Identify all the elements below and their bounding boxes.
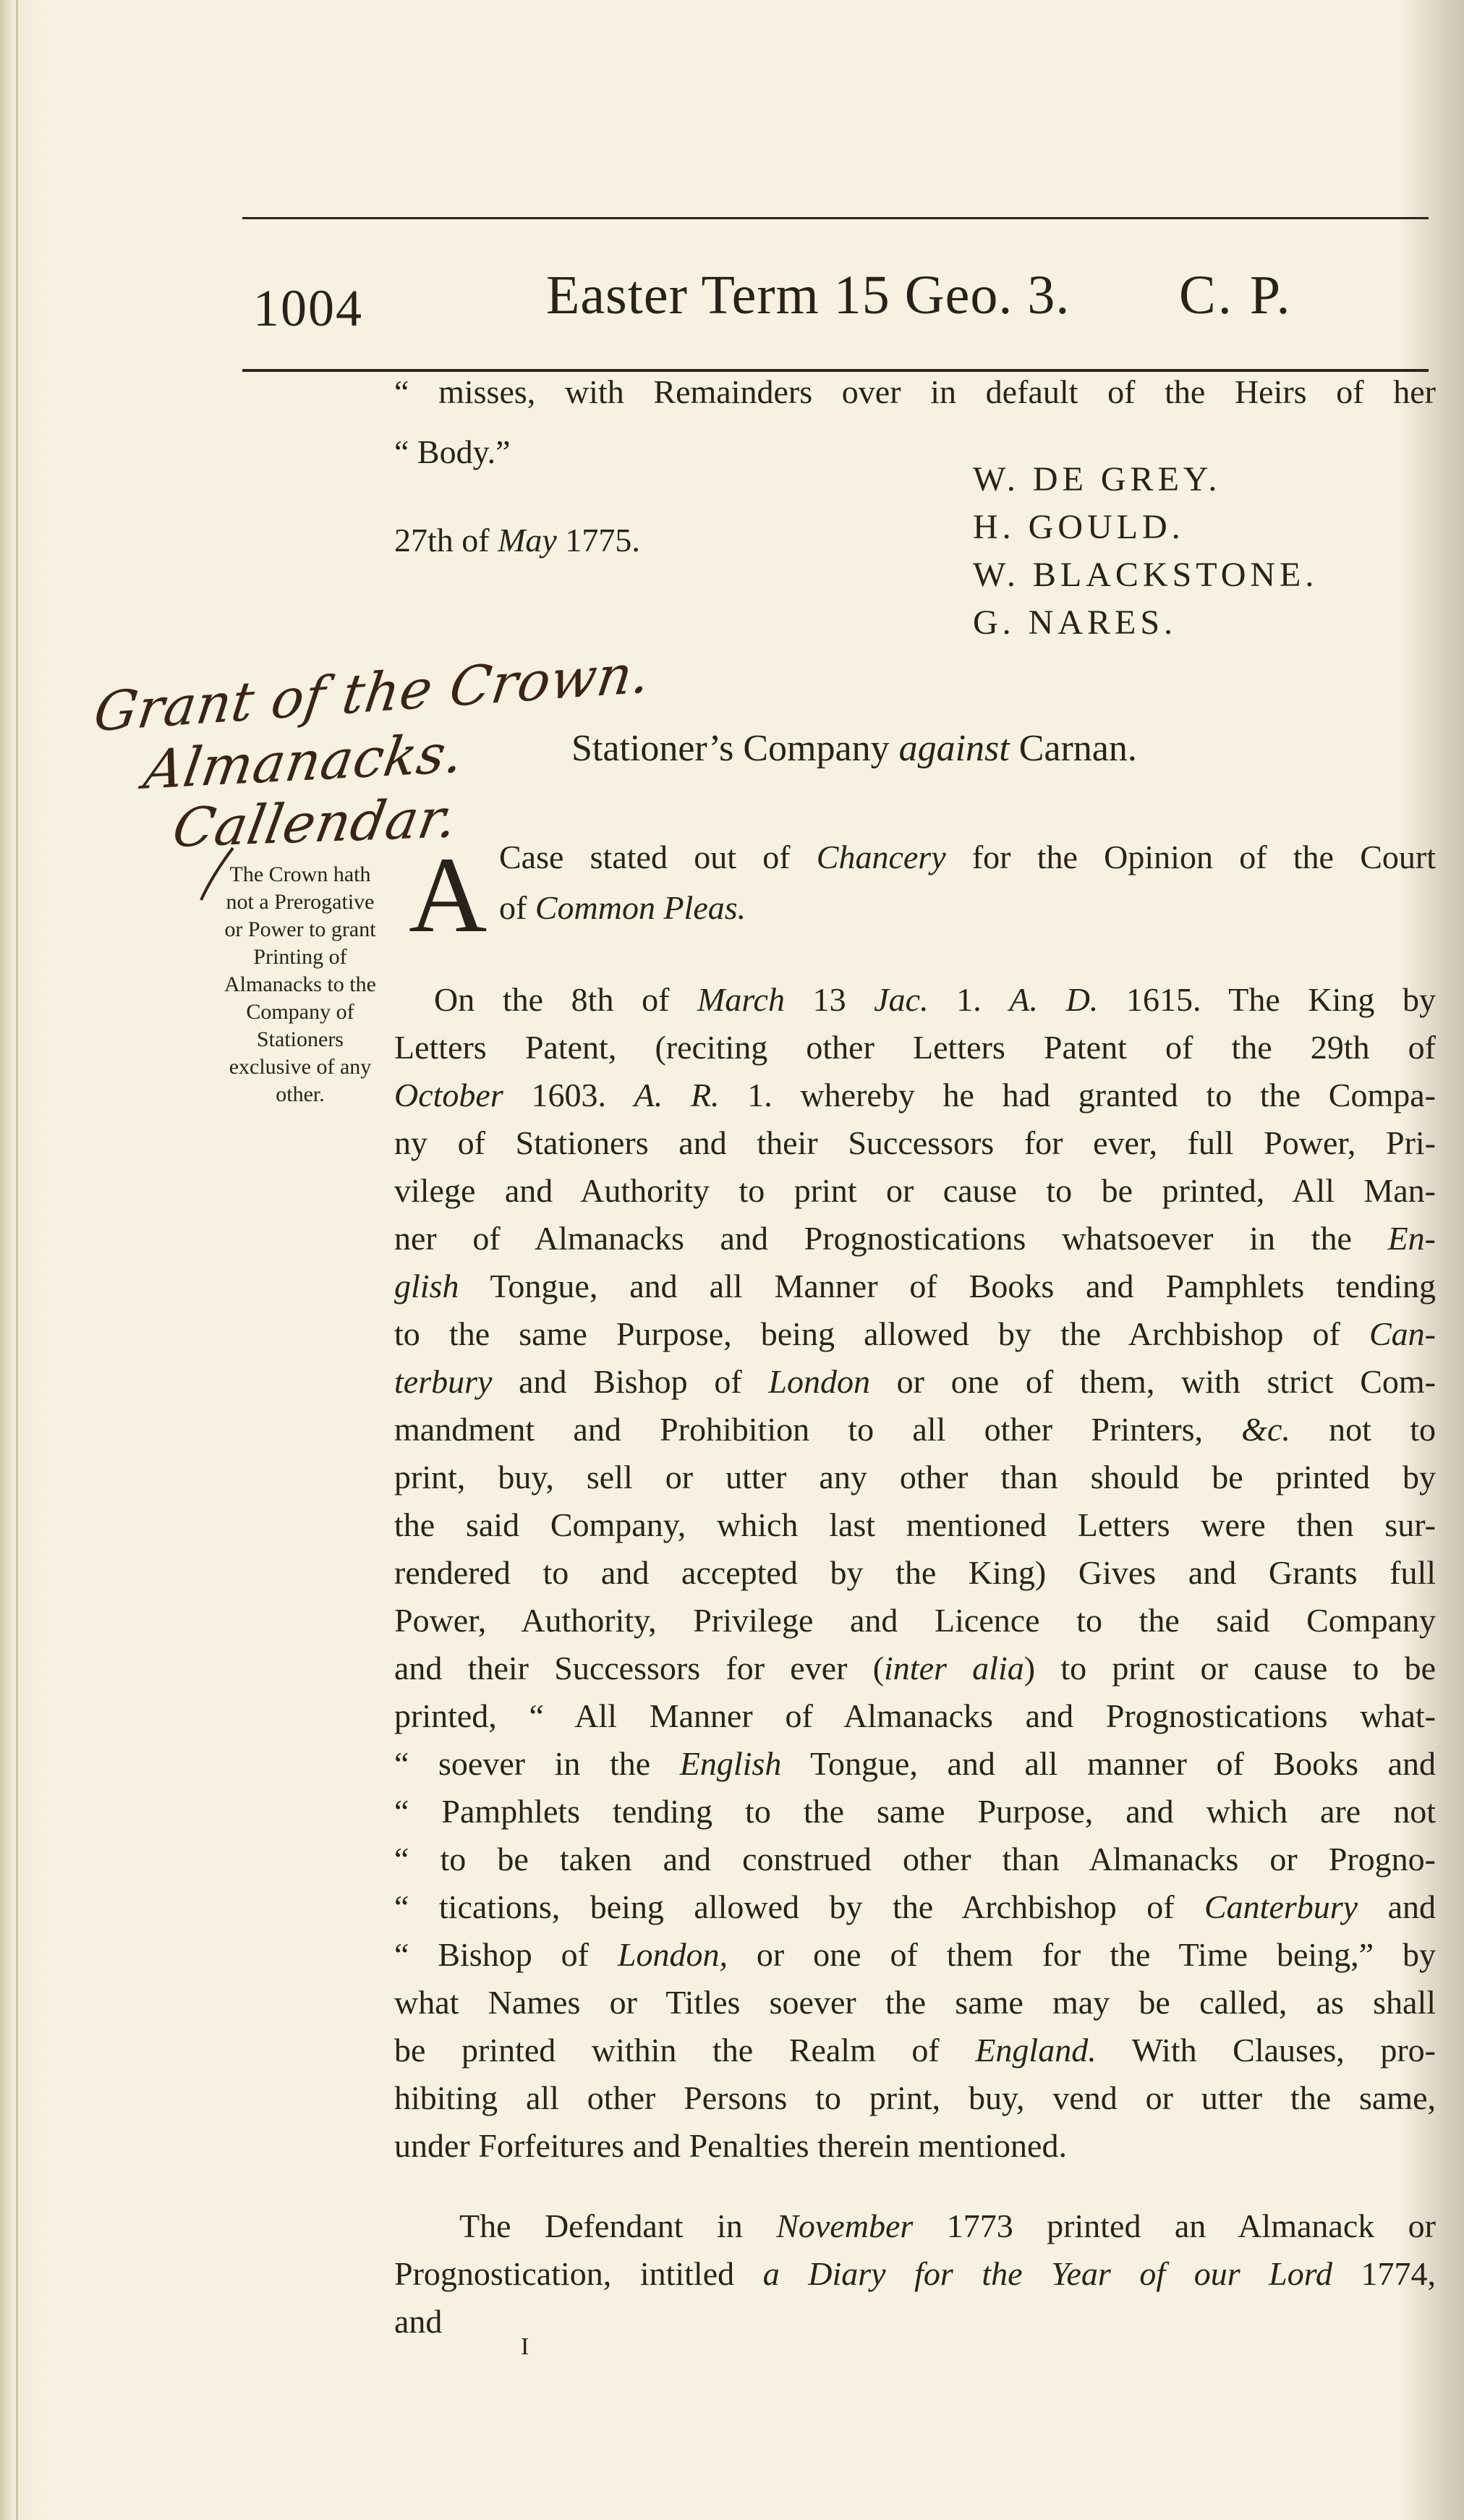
italic-span: London — [768, 1363, 870, 1400]
text-span: be printed within the Realm of — [394, 2032, 976, 2069]
handwritten-note-line-1: Grant of the Crown. — [90, 642, 655, 744]
case-title — [571, 727, 1137, 770]
text-span: under Forfeitures and Penalties therein mentioned. — [394, 2127, 1067, 2164]
italic-span: Canterbury — [1204, 1888, 1358, 1925]
text-line — [394, 2079, 1436, 2117]
text-span: Prognostication, intitled — [394, 2255, 763, 2292]
italic-span: England. — [975, 2032, 1097, 2069]
text-line — [394, 1219, 1436, 1257]
text-span: “ soever in the — [394, 1745, 680, 1782]
text-line — [394, 1506, 1436, 1544]
judges-signatures — [973, 456, 1318, 647]
text-line — [394, 2126, 1067, 2165]
text-span: With Clauses, pro- — [1096, 2032, 1436, 2069]
italic-span: English — [679, 1745, 782, 1782]
previous-case-line-1: “ misses, with Remainders over in default of the Heirs of her — [394, 373, 1436, 410]
text-span: “ Bishop of — [394, 1936, 618, 1973]
intro-2-text: of — [499, 889, 535, 926]
text-line — [394, 1601, 1436, 1639]
text-span: The Defendant in — [459, 2207, 777, 2244]
text-span: what Names or Titles soever the same may be called, as shall — [394, 1984, 1436, 2021]
text-line — [394, 1744, 1436, 1783]
text-line — [394, 1362, 1436, 1401]
intro-1-text: Case stated out of — [499, 839, 817, 875]
text-line — [394, 1553, 1436, 1592]
date-month: May — [498, 522, 557, 559]
text-line — [434, 980, 1436, 1019]
text-span: 1. — [928, 981, 1010, 1018]
text-span: Letters Patent, (reciting other Letters Patent of the 29th of — [394, 1029, 1436, 1066]
previous-case-line-2: “ Body.” — [394, 433, 511, 470]
text-span: “ Pamphlets tending to the same Purpose, and which are not — [394, 1793, 1436, 1830]
text-span: and Bishop of — [492, 1363, 769, 1400]
judge-name: W. BLACKSTONE. — [973, 556, 1319, 594]
italic-span: glish — [394, 1268, 459, 1304]
judge-name: H. GOULD. — [973, 508, 1185, 546]
text-span: mandment and Prohibition to all other Printers, — [394, 1411, 1242, 1448]
italic-span: En- — [1387, 1220, 1436, 1257]
text-line — [394, 1315, 1436, 1353]
court-abbreviation: C. P. — [1179, 265, 1293, 326]
header-bottom-rule — [242, 369, 1429, 372]
text-line — [394, 1124, 1436, 1162]
date-prefix: 27th of — [394, 522, 498, 559]
text-line — [394, 1983, 1436, 2021]
judge-name: G. NARES. — [973, 603, 1178, 642]
case-title-plaintiff: Stationer’s Company — [571, 728, 899, 769]
text-span: 1. whereby he had granted to the Compa- — [719, 1077, 1436, 1113]
italic-span: A. D. — [1009, 981, 1099, 1018]
text-line — [394, 1458, 1436, 1496]
text-span: Tongue, and all manner of Books and — [781, 1745, 1436, 1782]
text-span: the said Company, which last mentioned Letters were then sur- — [394, 1506, 1436, 1543]
intro-line-1 — [499, 838, 1436, 876]
text-line — [394, 1410, 1436, 1448]
text-line — [394, 1792, 1436, 1830]
text-span: ner of Almanacks and Prognostications whatsoever in the — [394, 1220, 1388, 1257]
header-top-rule — [242, 217, 1429, 219]
handwritten-note-line-2: Almanacks. — [140, 722, 469, 802]
text-span: 1603. — [503, 1077, 634, 1113]
text-line — [394, 1076, 1436, 1114]
text-span: “ tications, being allowed by the Archbishop of — [394, 1888, 1204, 1925]
intro-1-end: for the Opinion of the Court — [945, 839, 1436, 875]
text-span: vilege and Authority to print or cause to be printed, All Man- — [394, 1172, 1436, 1209]
running-head: Easter Term 15 Geo. 3. — [546, 265, 1071, 326]
italic-span: a Diary for the Year of our Lord — [762, 2255, 1332, 2292]
intro-1-chancery: Chancery — [816, 839, 946, 875]
text-span: hibiting all other Persons to print, buy, vend or utter the same, — [394, 2079, 1436, 2116]
text-line — [459, 2207, 1436, 2245]
text-span: 1773 printed an Almanack or — [913, 2207, 1436, 2244]
italic-span: November — [776, 2207, 914, 2244]
page-number: 1004 — [253, 279, 363, 337]
text-span: 13 — [784, 981, 874, 1018]
text-line — [394, 1697, 1436, 1735]
text-span: or one of them for the Time being,” by — [728, 1936, 1436, 1973]
text-span: 1615. The King by — [1098, 981, 1437, 1018]
drop-cap: A — [409, 835, 488, 955]
italic-span: March — [697, 981, 785, 1018]
text-line — [394, 1171, 1436, 1210]
text-span: not to — [1290, 1411, 1436, 1448]
text-line — [394, 1935, 1436, 1974]
intro-2-common-pleas: Common Pleas. — [535, 889, 746, 926]
signature-mark: I — [521, 2333, 529, 2360]
date-suffix: 1775. — [556, 522, 640, 559]
text-span: printed, “ All Manner of Almanacks and Prognostications what- — [394, 1697, 1436, 1734]
text-span: ) to print or cause to be — [1023, 1650, 1436, 1687]
italic-span: October — [394, 1077, 503, 1113]
text-span: 1774, — [1332, 2255, 1437, 2292]
text-line — [394, 1649, 1436, 1687]
text-line — [394, 2254, 1436, 2293]
text-span: and — [394, 2303, 443, 2340]
text-span: or one of them, with strict Com- — [869, 1363, 1436, 1400]
text-line — [394, 1888, 1436, 1926]
case-title-against: against — [898, 728, 1010, 769]
text-line — [394, 2031, 1436, 2069]
intro-line-2 — [499, 888, 746, 927]
handwritten-note-line-3: Callendar. — [168, 786, 463, 860]
text-line — [394, 1840, 1436, 1878]
text-line — [394, 1267, 1436, 1305]
italic-span: Jac. — [874, 981, 929, 1018]
italic-span: A. R. — [634, 1077, 720, 1113]
text-line — [394, 2302, 442, 2341]
text-span: Tongue, and all Manner of Books and Pamphlets tending — [459, 1268, 1436, 1304]
text-span: rendered to and accepted by the King) Gives and Grants full — [394, 1554, 1436, 1591]
marginal-sidenote: The Crown hath not a Prerogative or Power to grant Printing of Almanacks to the Company of Stationers exclusive of any other. — [224, 862, 376, 1106]
judgment-date — [394, 521, 640, 559]
text-line — [394, 1028, 1436, 1066]
italic-span: terbury — [394, 1363, 493, 1400]
text-span: Power, Authority, Privilege and Licence to the said Company — [394, 1602, 1436, 1639]
text-span: ny of Stationers and their Successors for ever, full Power, Pri- — [394, 1124, 1436, 1161]
italic-span: London, — [617, 1936, 728, 1973]
italic-span: inter alia — [884, 1650, 1024, 1687]
judge-name: W. DE GREY. — [973, 460, 1222, 499]
text-span: and — [1358, 1888, 1437, 1925]
text-span: to the same Purpose, being allowed by the Archbishop of — [394, 1315, 1369, 1352]
binding-gutter — [16, 0, 18, 2520]
text-span: and their Successors for ever ( — [394, 1650, 885, 1687]
italic-span: &c. — [1241, 1411, 1290, 1448]
text-span: On the 8th of — [434, 981, 698, 1018]
italic-span: Can- — [1369, 1315, 1436, 1352]
case-title-defendant: Carnan. — [1009, 728, 1137, 769]
text-span: print, buy, sell or utter any other than should be printed by — [394, 1459, 1436, 1496]
text-span: “ to be taken and construed other than Almanacks or Progno- — [394, 1841, 1436, 1878]
